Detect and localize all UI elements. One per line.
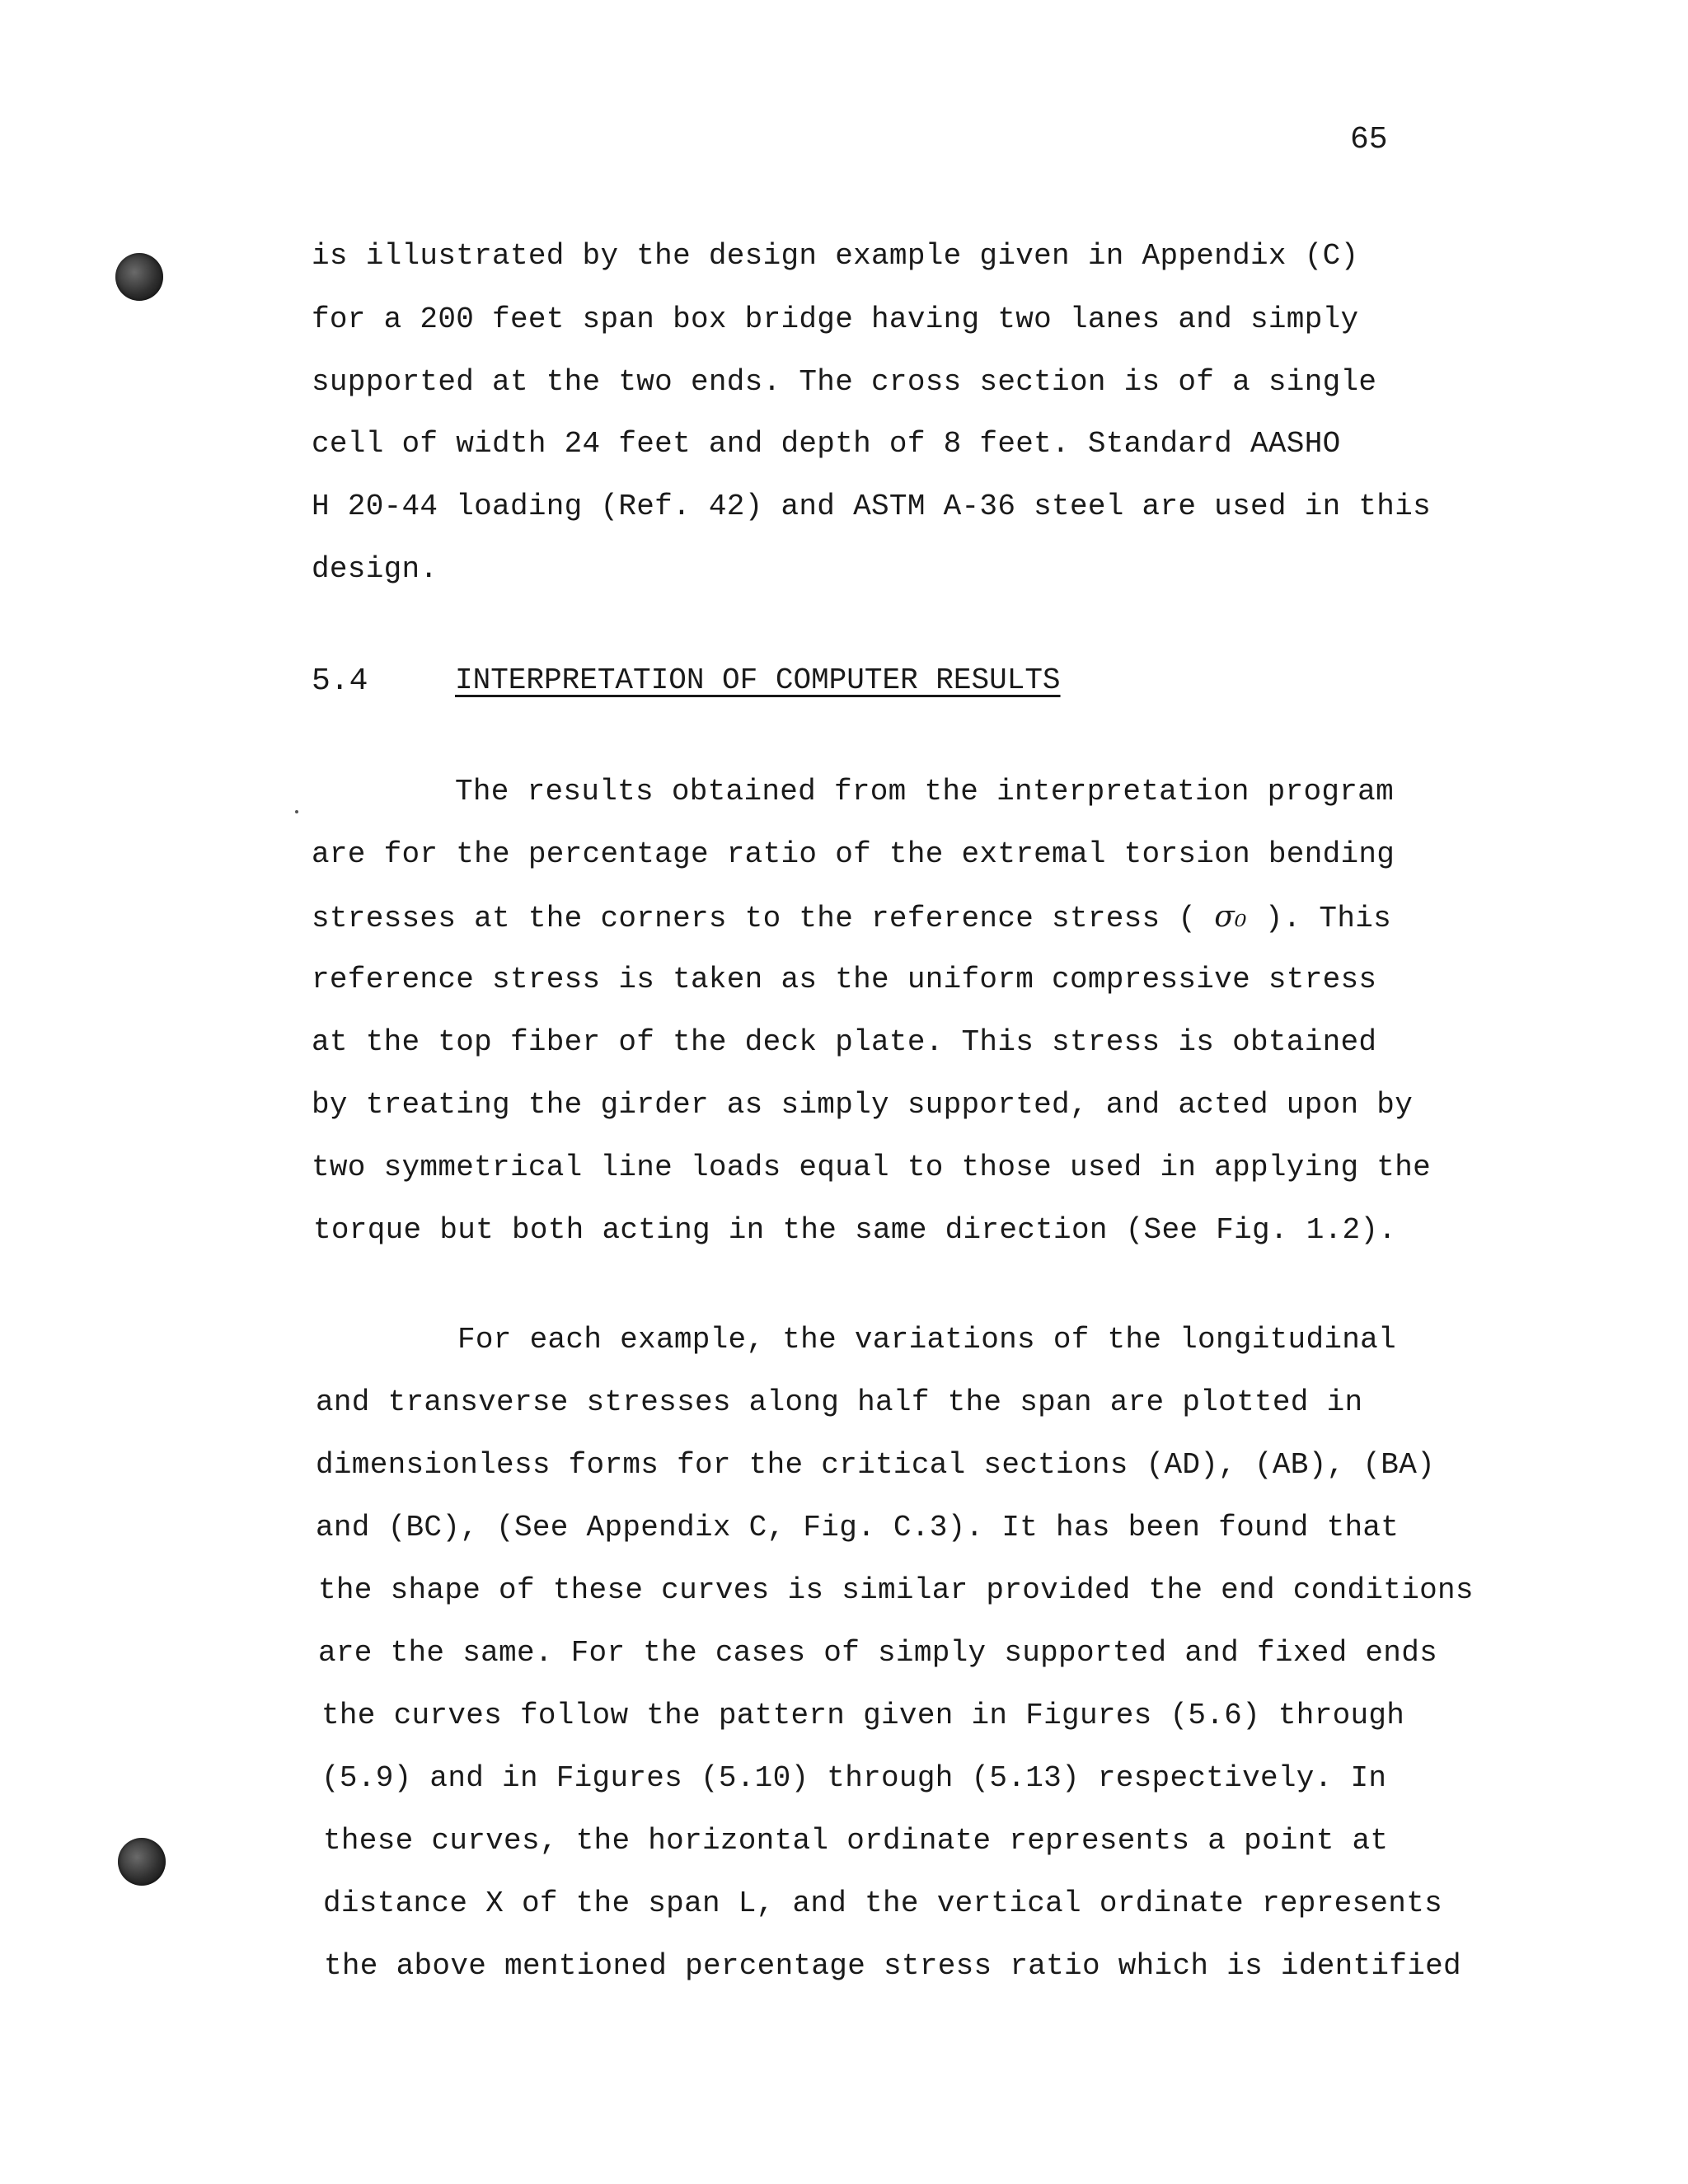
text-line: are the same. For the cases of simply supported and fixed ends [318,1636,1438,1670]
text-line: and transverse stresses along half the span are plotted in [316,1385,1363,1419]
text-line-with-symbol [312,900,1391,935]
text-line: reference stress is taken as the uniform compressive stress [312,963,1377,996]
text-line: the above mentioned percentage stress ratio which is identified [324,1949,1461,1983]
text-line: is illustrated by the design example given in Appendix (C) [312,239,1359,273]
text-line: for a 200 feet span box bridge having two lanes and simply [312,302,1359,336]
text-line: are for the percentage ratio of the extremal torsion bending [312,837,1395,871]
text-segment: ). This [1264,902,1392,935]
text-line: (5.9) and in Figures (5.10) through (5.13) respectively. In [321,1761,1387,1795]
text-line: dimensionless forms for the critical sections (AD), (AB), (BA) [316,1448,1436,1482]
text-line: and (BC), (See Appendix C, Fig. C.3). It has been found that [316,1511,1400,1544]
text-line: The results obtained from the interpretation program [455,775,1394,808]
sigma-symbol: σ₀ [1214,900,1247,934]
text-line: cell of width 24 feet and depth of 8 feet. Standard AASHO [312,427,1341,461]
text-line: For each example, the variations of the longitudinal [457,1323,1396,1357]
stray-mark [295,810,298,813]
text-line: the curves follow the pattern given in Figures (5.6) through [321,1699,1405,1732]
text-line: the shape of these curves is similar provided the end conditions [318,1573,1474,1607]
section-number: 5.4 [312,663,368,699]
section-title: INTERPRETATION OF COMPUTER RESULTS [455,663,1061,697]
text-segment: stresses at the corners to the reference stress ( [312,902,1197,935]
binder-hole-top [115,253,163,301]
text-line: torque but both acting in the same direction (See Fig. 1.2). [313,1213,1397,1247]
text-line: design. [312,552,438,586]
text-line: distance X of the span L, and the vertical ordinate represents [323,1886,1443,1920]
page-number: 65 [1350,122,1388,157]
text-line: by treating the girder as simply supported, and acted upon by [312,1088,1414,1122]
text-line: two symmetrical line loads equal to those used in applying the [312,1151,1432,1184]
text-line: at the top fiber of the deck plate. This stress is obtained [312,1025,1377,1059]
text-line: supported at the two ends. The cross section is of a single [312,365,1377,399]
text-line: H 20-44 loading (Ref. 42) and ASTM A-36 steel are used in this [312,490,1432,523]
binder-hole-bottom [118,1838,166,1886]
text-line: these curves, the horizontal ordinate represents a point at [323,1824,1389,1858]
